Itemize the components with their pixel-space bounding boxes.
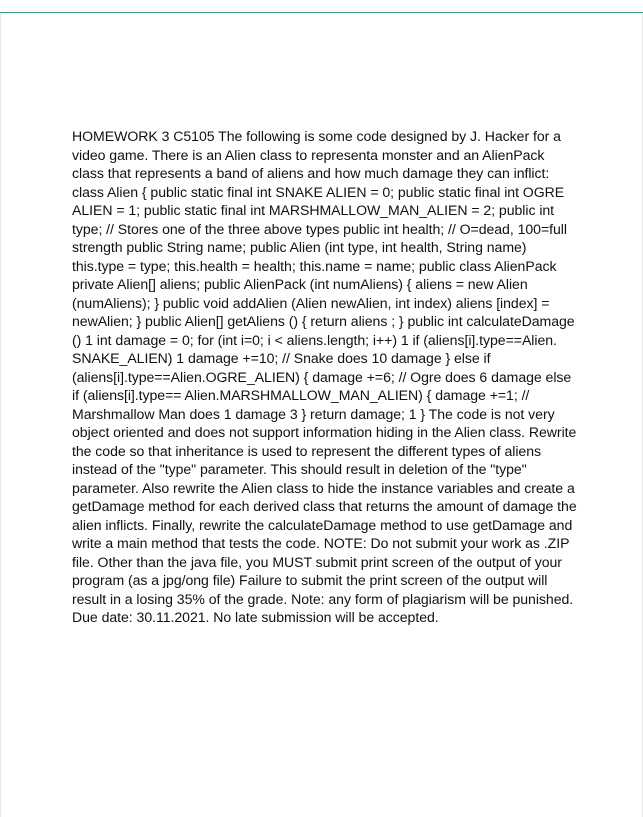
homework-body-text: HOMEWORK 3 C5105 The following is some code designed by J. Hacker for a video game. There is an Alien class to representa monster and an AlienPack class that represents a band of aliens and how much damage they can inflict: class Alien { public static final int SNAKE ALIEN = 0; public static final int OGRE ALIEN = 1; public static final int MARSHMALLOW_MAN_ALIEN = 2; public int type; // Stores one of the three above types public int health; // O=dead, 100=full strength public String name; public Alien (int type, int health, String name) this.type = type; this.health = health; this.name = name; public class AlienPack private Alien[] aliens; public AlienPack (int numAliens) { aliens = new Alien (numAliens); } public void addAlien (Alien newAlien, int index) aliens [index] = newAlien; } public Alien[] getAliens () { return aliens ; } public int calculateDamage () 1 int damage = 0; for (int i=0; i < aliens.length; i++) 1 if (aliens[i].type==Alien. SNAKE_ALIEN) 1 damage +=10; // Snake does 10 damage } else if (aliens[i].type==Alien.OGRE_ALIEN) { damage +=6; // Ogre does 6 damage else if (aliens[i].type== Alien.MARSHMALLOW_MAN_ALIEN) { damage +=1; // Marshmallow Man does 1 damage 3 } return damage; 1 } The code is not very object oriented and does not support information hiding in the Alien class. Rewrite the code so that inheritance is used to represent the different types of aliens instead of the "type" parameter. This should result in deletion of the "type" parameter. Also rewrite the Alien class to hide the instance variables and create a getDamage method for each derived class that returns the amount of damage the alien inflicts. Finally, rewrite the calculateDamage method to use getDamage and write a main method that tests the code. NOTE: Do not submit your work as .ZIP file. Other than the java file, you MUST submit print screen of the output of your program (as a jpg/ong file) Failure to submit the print screen of the output will result in a losing 35% of the grade. Note: any form of plagiarism will be punished. Due date: 30.11.2021. No late submission will be accepted.: [72, 128, 577, 625]
page-left-edge: [0, 14, 1, 817]
top-rule: [0, 0, 643, 13]
